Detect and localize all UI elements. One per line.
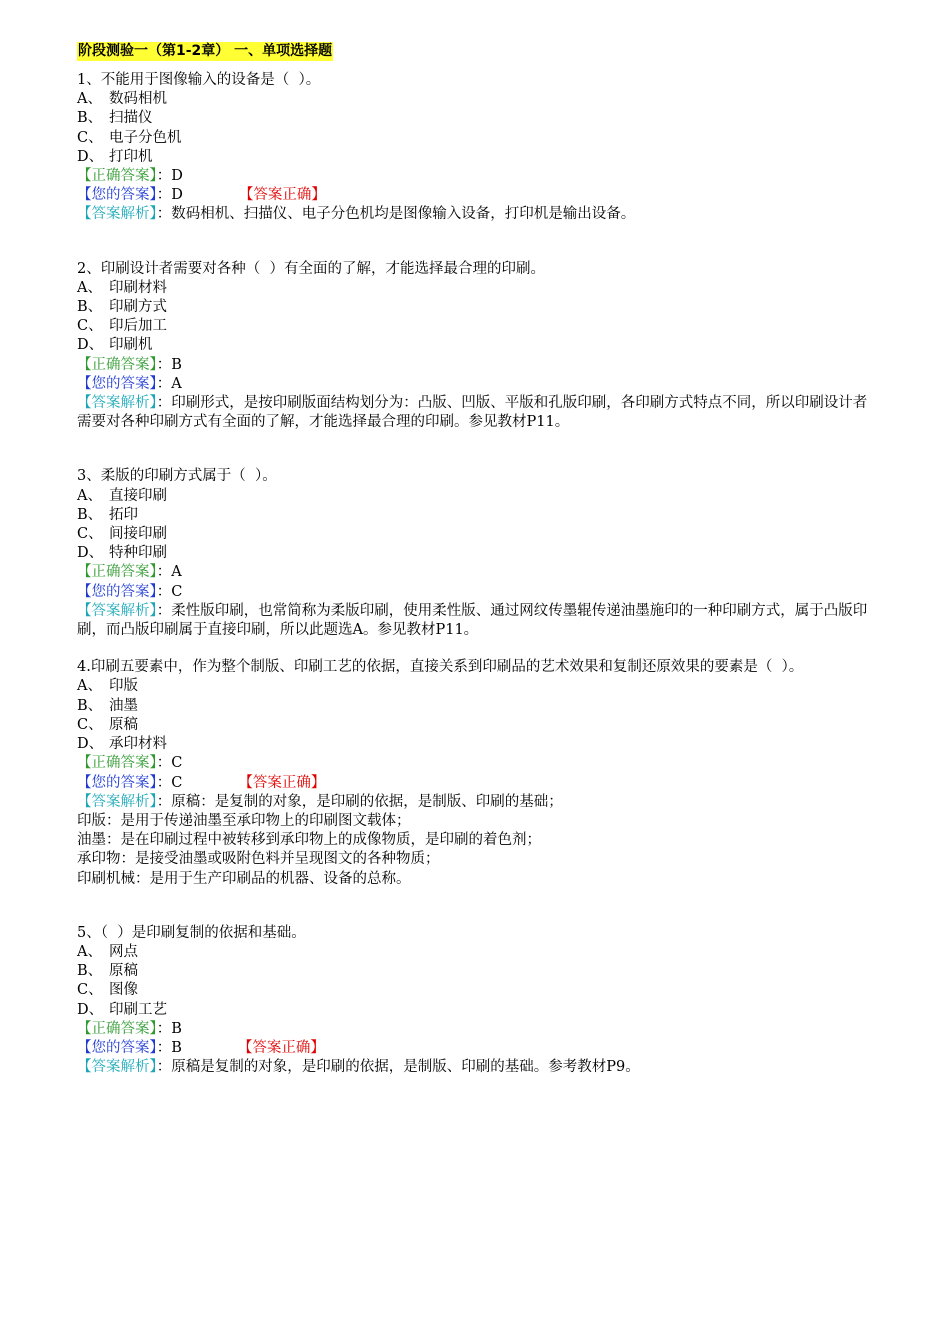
- your-answer: 【您的答案】：C: [77, 583, 183, 600]
- explanation: 【答案解析】：印刷形式，是按印刷版面结构划分为：凸版、凹版、平版和孔版印刷，各印刷方式特点不同，所以印刷设计者需要对各种印刷方式有全面的了解，才能选择最合理的印刷。参见教材P11。: [77, 395, 868, 431]
- correct-answer: 【正确答案】：B: [77, 356, 182, 373]
- option-a: A、 直接印刷: [77, 487, 167, 504]
- document-page: [77, 42, 877, 1077]
- explanation: 【答案解析】：原稿：是复制的对象，是印刷的依据，是制版、印刷的基础；: [77, 793, 563, 810]
- answer-correct-mark: 【答案正确】: [238, 187, 326, 204]
- explanation-line: 印刷机械：是用于生产印刷品的机器、设备的总称。: [77, 870, 411, 887]
- option-b: B、 原稿: [77, 963, 138, 980]
- option-b: B、 拓印: [77, 506, 138, 523]
- question-stem: 2、印刷设计者需要对各种（ ）有全面的了解，才能选择最合理的印刷。: [77, 260, 545, 277]
- option-b: B、 扫描仪: [77, 110, 153, 127]
- answer-correct-mark: 【答案正确】: [238, 774, 326, 791]
- option-c: C、 间接印刷: [77, 526, 167, 543]
- option-c: C、 原稿: [77, 716, 138, 733]
- correct-answer: 【正确答案】：A: [77, 564, 182, 581]
- question-stem: 5、（ ）是印刷复制的依据和基础。: [77, 924, 306, 941]
- option-a: A、 印刷材料: [77, 279, 167, 296]
- explanation-line: 承印物：是接受油墨或吸附色料并呈现图文的各种物质；: [77, 851, 440, 868]
- option-a: A、 网点: [77, 943, 138, 960]
- your-answer: 【您的答案】：D 【答案正确】: [77, 187, 326, 204]
- correct-answer: 【正确答案】：B: [77, 1020, 182, 1037]
- question-block: [77, 260, 877, 433]
- option-c: C、 电子分色机: [77, 129, 182, 146]
- question-block: [77, 924, 877, 1078]
- option-d: D、 印刷工艺: [77, 1001, 167, 1018]
- correct-answer: 【正确答案】：D: [77, 168, 183, 185]
- option-d: D、 打印机: [77, 148, 153, 165]
- explanation: 【答案解析】：柔性版印刷，也常简称为柔版印刷，使用柔性版、通过网纹传墨辊传递油墨施印的一种印刷方式，属于凸版印刷，而凸版印刷属于直接印刷，所以此题选A。参见教材P11。: [77, 602, 868, 639]
- option-d: D、 印刷机: [77, 337, 153, 354]
- option-d: D、 特种印刷: [77, 545, 167, 562]
- answer-correct-mark: 【答案正确】: [237, 1039, 325, 1056]
- correct-answer: 【正确答案】：C: [77, 755, 183, 772]
- explanation: 【答案解析】：原稿是复制的对象，是印刷的依据，是制版、印刷的基础。参考教材P9。: [77, 1059, 640, 1076]
- option-b: B、 油墨: [77, 697, 138, 714]
- page-title: 阶段测验一（第1-2章） 一、单项选择题: [78, 43, 333, 59]
- your-answer: 【您的答案】：B 【答案正确】: [77, 1039, 325, 1056]
- question-stem: 1、不能用于图像输入的设备是（ ）。: [77, 72, 321, 88]
- question-stem: 4.印刷五要素中，作为整个制版、印刷工艺的依据，直接关系到印刷品的艺术效果和复制还原效果的要素是（ ）。: [77, 659, 804, 676]
- explanation: 【答案解析】：数码相机、扫描仪、电子分色机均是图像输入设备，打印机是输出设备。: [77, 206, 636, 223]
- question-block: [77, 71, 877, 225]
- your-answer: 【您的答案】：A: [77, 375, 182, 392]
- question-stem: 3、柔版的印刷方式属于（ ）。: [77, 468, 277, 485]
- option-c: C、 图像: [77, 982, 138, 999]
- explanation-line: 油墨：是在印刷过程中被转移到承印物上的成像物质，是印刷的着色剂；: [77, 832, 541, 849]
- option-b: B、 印刷方式: [77, 299, 167, 316]
- option-a: A、 印版: [77, 678, 138, 695]
- option-c: C、 印后加工: [77, 318, 167, 335]
- question-block: [77, 467, 877, 640]
- your-answer: 【您的答案】：C 【答案正确】: [77, 774, 326, 791]
- option-d: D、 承印材料: [77, 736, 167, 753]
- question-block: [77, 658, 877, 888]
- option-a: A、 数码相机: [77, 91, 167, 108]
- explanation-line: 印版：是用于传递油墨至承印物上的印刷图文载体；: [77, 812, 411, 829]
